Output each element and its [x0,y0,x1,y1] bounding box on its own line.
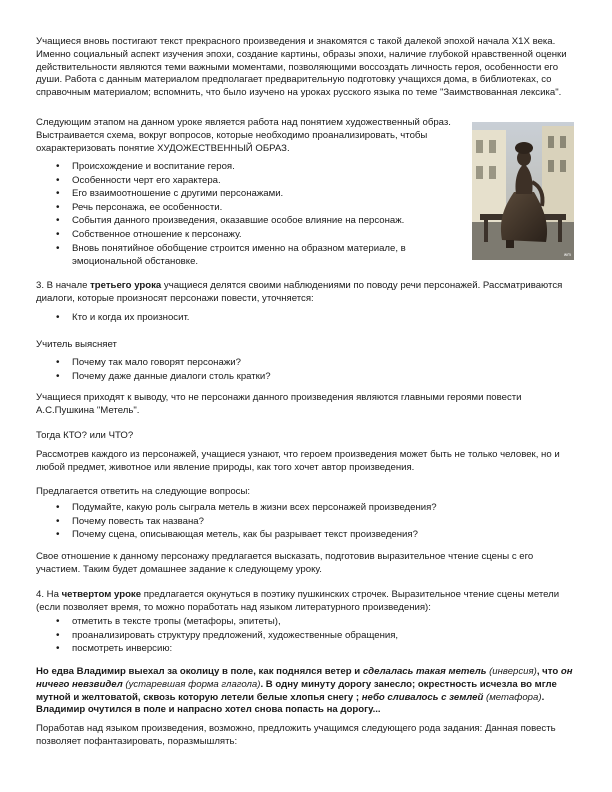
list-item: • Почему так мало говорят персонажи? [36,356,576,370]
list-item: • Речь персонажа, ее особенности. [36,201,476,215]
list-item: • Почему сцена, описывающая метель, как бы разрывает текст произведения? [36,528,576,542]
list-item: • Почему даже данные диалоги столь кратки? [36,370,576,384]
quote-run-italic: сделалась такая метель [362,666,487,677]
paragraph-intro: Учащиеся вновь постигают текст прекрасного произведения и знакомятся с такой далекой эпохой начала Х1Х века. Именно социальный аспект изучения эпохи, создание картины, образы эпохи, наличие глубокой нравственной оценки действительности являются теми важными моментами, позволяющими воссоздать личность героя, особенности его души. Работа с данным материалом предполагает предварительную подготовку учащихся дома, в библиотеках, со справочным материалом; вспомнить, что было изучено на уроках русского языка по теме "Заимствованная лексика". [36,36,567,99]
list-item: • Кто и когда их произносит. [36,311,576,325]
paragraph-hero: Рассмотрев каждого из персонажей, учащиеся узнают, что героем произведения может быть не только человек, но и любой предмет, животное или явление природы, как того хочет автор произведения. [36,449,560,473]
list-item: • отметить в тексте тропы (метафоры, эпитеты), [36,615,576,629]
list-item: • События данного произведения, оказавшие особое влияние на персонаж. [36,214,476,228]
list-item: • Происхождение и воспитание героя. [36,160,476,174]
list-item: • проанализировать структуру предложений, художественные обращения, [36,629,576,643]
paragraph-homework: Свое отношение к данному персонажу предлагается высказать, подготовив выразительное чтение сцены с его участием. Таким будет домашнее задание к следующему уроку. [36,551,534,575]
quote-annotation: (устаревшая форма глагола) [122,678,261,690]
quote-run: . Владимир очутился в поле и напрасно хотел снова попасть на дорогу... [36,691,545,716]
text-run: 3. В начале [36,280,91,291]
text-run: предлагается окунуться в поэтику пушкинских строчек. Выразительное чтение сцены метели (если позволяет время, то можно поработать над языком литературного произведения): [36,589,560,613]
quote-annotation: (инверсия) [486,666,537,677]
paragraph-teacher-asks: Учитель выясняет [36,339,117,350]
list-item: • Особенности черт его характера. [36,174,476,188]
photo-watermark: wm [563,252,571,257]
list-item: • Вновь понятийное обобщение строится именно на образном материале, в эмоциональной обстановке. [36,242,476,269]
teacher-questions-list [36,356,576,383]
artistic-image-questions-list [36,160,476,269]
quote-run-italic: небо сливалось с землей [361,691,484,703]
paragraph-third-lesson [36,280,576,306]
dialogues-list [36,311,576,325]
lesson-label-third: третьего урока [90,280,162,291]
list-item: • Собственное отношение к персонажу. [36,228,476,242]
quote-blizzard-excerpt [36,666,576,717]
list-item: • посмотреть инверсию: [36,642,576,656]
list-item: • Почему повесть так названа? [36,515,576,529]
paragraph-fantasize: Поработав над языком произведения, возможно, предложить учащимся следующего рода задания: Данная повесть позволяет пофантазировать, поразмышлять: [36,723,556,747]
text-run: учащиеся делятся своими наблюдениями по поводу речи персонажей. Рассматриваются диалоги, которые произносят персонажи повести, уточняется: [36,280,563,304]
list-item: • Его взаимоотношение с другими персонажами. [36,187,476,201]
monument-photo [472,122,574,260]
paragraph-artistic-image: Следующим этапом на данном уроке является работа над понятием художественный образ. Выстраивается схема, вокруг вопросов, которые необходимо проанализировать, чтобы охарактеризовать понятие ХУДОЖЕСТВЕННЫЙ ОБРАЗ. [36,117,451,154]
quote-annotation: (метафора) [483,691,542,703]
quote-run: . В одну минуту дорогу занесло; окрестность исчезла во мгле мутной и желтоватой, сквозь которую летели белые хлопья снегу ; [36,678,557,703]
paragraph-fourth-lesson [36,589,576,615]
quote-run: , что [536,666,561,677]
paragraph-questions-intro: Предлагается ответить на следующие вопросы: [36,486,251,497]
language-tasks-list [36,615,576,656]
blizzard-questions-list [36,501,576,542]
quote-run-italic: он ничего невзвидел [36,666,573,690]
paragraph-conclusion: Учащиеся приходят к выводу, что не персонажи данного произведения являются главными героями повести А.С.Пушкина "Метель". [36,392,522,416]
list-item: • Подумайте, какую роль сыграла метель в жизни всех персонажей произведения? [36,501,576,515]
monument-photo-drawing [472,122,574,260]
paragraph-who-what: Тогда КТО? или ЧТО? [36,430,134,441]
quote-run: Но едва Владимир выехал за околицу в поле, как поднялся ветер и [36,666,363,677]
lesson-label-fourth: четвертом уроке [61,589,142,600]
text-run: 4. На [36,589,62,600]
